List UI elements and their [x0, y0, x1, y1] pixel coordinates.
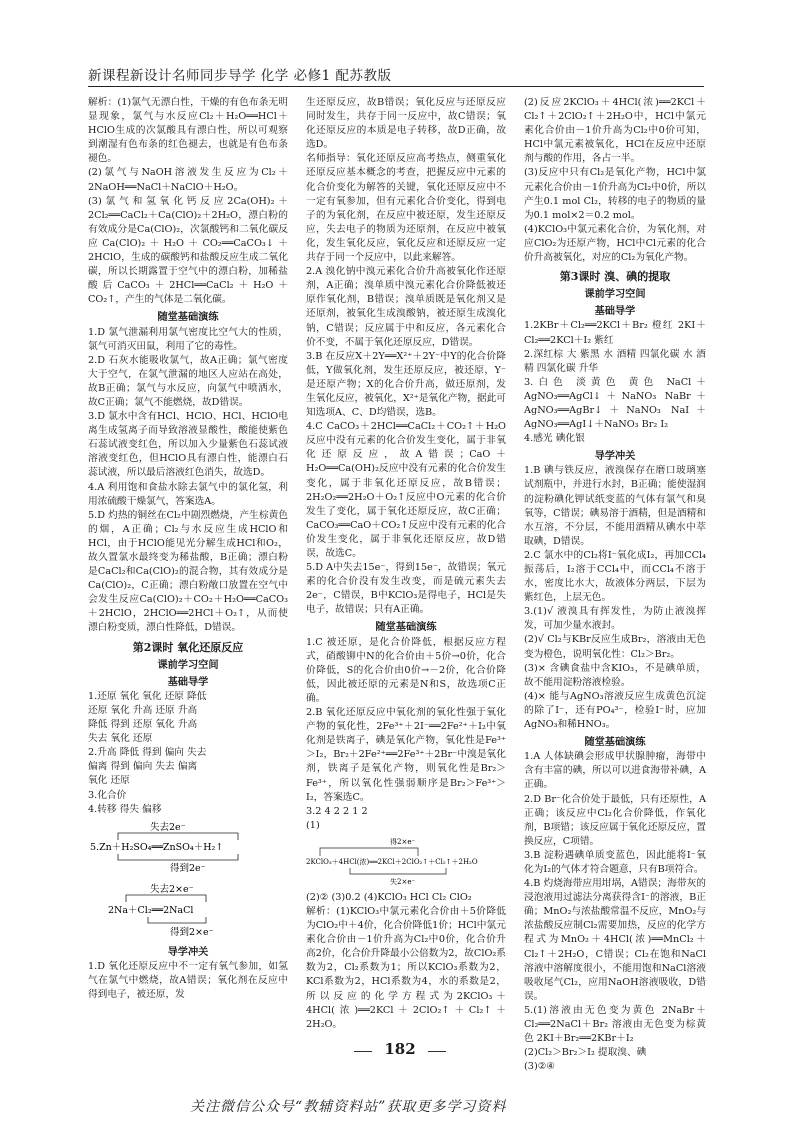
fig1-lose-label-b: 失去2×e⁻ — [150, 883, 194, 895]
answer-paragraph: 解析：(1)氯气无漂白性，干燥的有色布条无明显现象，氯气与水反应Cl₂＋H₂O══HCl＋HClO生成的次氯酸具有漂白性，所以可观察到潮湿有色布条的红色褪去，也就是有色布条褪色。 — [88, 97, 288, 165]
answer-paragraph: (2)√ Cl₂与KBr反应生成Br₂，溶液由无色变为橙色，说明氧化性：Cl₂＞Br₂。 — [524, 634, 706, 660]
answer-paragraph: 2.D 石灰水能吸收氯气，故A正确；氯气密度大于空气，在氯气泄漏的地区人应站在高处，故B正确；氯气与水反应，向氯气中喷洒水，故C正确；氯气不能燃烧，故D错误。 — [88, 354, 288, 408]
column-middle — [306, 96, 506, 1032]
column-left — [88, 96, 288, 1002]
section-heading: 随堂基础演练 — [584, 736, 646, 749]
answer-paragraph: 3.化合价 — [88, 789, 127, 801]
answer-paragraph: (3)反应中只有Cl₂是氧化产物，HCl中氯元素化合价由－1价升高为Cl₂中0价，所以产生0.1 mol Cl₂，转移的电子的物质的量为0.1 mol×2＝0.2 mol。 — [524, 167, 706, 221]
answer-paragraph: (2)Cl₂＞Br₂＞I₂ 提取溴、碘 — [524, 1047, 647, 1059]
fig2-equation: 2KClO₃＋4HCl(浓)══2KCl＋2ClO₂↑＋Cl₂↑＋2H₂O — [306, 857, 478, 866]
answer-paragraph: 1.2KBr＋Cl₂══2KCl＋Br₂ 橙红 2KI＋Cl₂══2KCl＋I₂ 紫红 — [524, 320, 706, 346]
answer-paragraph: 2.C 氯水中的Cl₂将I⁻氧化成I₂，再加CCl₄振荡后，I₂溶于CCl₄中，而CCl₄不溶于水，密度比水大，故液体分两层，下层为紫红色，上层无色。 — [524, 549, 706, 604]
answer-paragraph: 生还原反应，故B错误；氧化反应与还原反应同时发生，共存于同一反应中，故C错误；氧化还原反应的本质是电子转移，故D正确，故选D。 — [306, 97, 506, 151]
answer-paragraph: (3)②④ — [524, 1061, 556, 1073]
answer-paragraph: 3.白色 淡黄色 黄色 NaCl＋AgNO₃══AgCl↓＋NaNO₃ NaBr＋AgNO₃══AgBr↓＋NaNO₃ NaI＋AgNO₃══AgI↓＋NaNO₃ Br₂ I₂ — [524, 376, 706, 431]
answer-paragraph: 1.C 被还原，是化合价降低，根据反应方程式，硝酸铆中N的化合价由＋5价→0价，化合价降低，S的化合价由0价→－2价，化合价降低，因此被还原的元素是N和S，故选项C正确。 — [306, 636, 506, 704]
fig1-equation-b: 2Na＋Cl₂══2NaCl — [108, 904, 194, 916]
answer-paragraph: (3)氯气和氢氧化钙反应2Ca(OH)₂＋2Cl₂══CaCl₂＋Ca(ClO)₂＋2H₂O，漂白粉的有效成分是Ca(ClO)₂，次氯酸钙和二氧化碳反应Ca(ClO)₂＋H₂O＋CO₂══CaCO₃↓＋2HClO，生成的碳酸钙和盐酸反应生成二氧化碳，所以长期露置于空气中的漂白粉，加稀盐酸后CaCO₃＋2HCl══CaCl₂＋H₂O＋CO₂↑，产生的气体是二氧化碳。 — [88, 195, 288, 306]
answer-paragraph: 3.2 4 2 2 1 2 — [306, 805, 368, 817]
answer-paragraph: 1.D 氧化还原反应中不一定有氧气参加，如氢气在氯气中燃烧，故A错误；氧化剂在反应中得到电子，被还原，发 — [88, 960, 288, 1000]
fig1-gain-label: 得到2e⁻ — [170, 862, 206, 874]
electron-transfer-diagram-2 — [306, 836, 506, 888]
answer-paragraph: (2)氯气与NaOH溶液发生反应为Cl₂＋2NaOH══NaCl＋NaClO＋H₂O。 — [88, 167, 288, 193]
section-heading: 课前学习空间 — [584, 288, 646, 301]
fig1-equation-a: 5.Zn＋H₂SO₄══ZnSO₄＋H₂↑ — [90, 841, 224, 853]
answer-paragraph: 3.(1)√ 液溴具有挥发性，为防止液溴挥发，可加少量水液封。 — [524, 606, 706, 632]
electron-transfer-diagram-1 — [88, 820, 288, 942]
section-heading: 随堂基础演练 — [157, 311, 219, 324]
answer-paragraph: 2.升高 降低 得到 偏向 失去 — [88, 747, 207, 759]
section-heading: 课前学习空间 — [157, 658, 219, 671]
answer-paragraph: 3.B 淀粉遇碘单质变蓝色，因此能将I⁻氧化为I₂的气体才符合题意，只有B项符合。 — [524, 849, 706, 875]
answer-paragraph: 1.A 人体缺碘会形成甲状腺肿瘤，海带中含有丰富的碘，所以可以进食海带补碘，A正确。 — [524, 751, 706, 791]
answer-paragraph: 2.B 氧化还原反应中氧化剂的氧化性强于氧化产物的氧化性，2Fe³⁺＋2I⁻══2Fe²⁺＋I₂中氧化剂是铁离子，碘是氧化产物，氧化性是Fe³⁺＞I₂，Br₂＋2Fe²⁺══2Fe³⁺＋2Br⁻中溴是氧化剂，铁离子是氧化产物，则氧化性是Br₂＞Fe³⁺，所以氧化性强弱顺序是Br₂＞Fe³⁺＞I₂，答案选C。 — [306, 707, 506, 803]
footer-note: 关注微信公众号“教辅资料站”获取更多学习资料 — [190, 1099, 507, 1115]
section-heading: 导学冲关 — [167, 945, 209, 958]
answer-paragraph: 4.转移 得失 偏移 — [88, 803, 162, 815]
answer-paragraph: 5.D 灼热的铜丝在Cl₂中剧烈燃烧，产生棕黄色的烟，A正确；Cl₂与水反应生成HClO和HCl，由于HClO能见光分解生成HCl和O₂，故久置氯水最终变为稀盐酸，B正确；漂白粉是CaCl₂和Ca(ClO)₂的混合物，其有效成分是Ca(ClO)₂，C正确；漂白粉敞口放置在空气中会发生反应Ca(ClO)₂＋CO₂＋H₂O══CaCO₃＋2HClO，2HClO══2HCl＋O₂↑，从而使漂白粉变质，漂白性降低，D错误。 — [88, 509, 288, 634]
section-heading: 导学冲关 — [594, 450, 636, 463]
fig2-lose-label: 失2×e⁻ — [390, 877, 416, 886]
section-heading: 第2课时 氧化还原反应 — [132, 640, 244, 654]
answer-paragraph: 5.(1)溶液由无色变为黄色 2NaBr＋Cl₂══2NaCl＋Br₂ 溶液由无色变为棕黄色 2KI＋Br₂══2KBr＋I₂ — [524, 1004, 706, 1045]
answer-paragraph: 失去 氧化 还原 — [88, 733, 153, 745]
answer-paragraph: (2)反应2KClO₃＋4HCl(浓)══2KCl＋Cl₂↑＋2ClO₂↑＋2H₂O中，HCl中氯元素化合价由－1价升高为Cl₂中0价可知，HCl中氯元素被氧化，HCl在反应中还原剂与酸的作用，各占一半。 — [524, 97, 706, 165]
answer-paragraph: (2)② (3)0.2 (4)KClO₃ HCl Cl₂ ClO₂ — [306, 891, 472, 903]
answer-paragraph: 名师指导：氧化还原反应高考热点，侧重氧化还原反应基本概念的考查，把握反应中元素的化合价变化为解答的关键，氧化还原反应中不一定有氧参加，但有元素化合价变化，得到电子的为氧化剂，在反应中被还原，发生还原反应，失去电子的物质为还原剂，在反应中被氧化，发生氧化反应，氧化反应和还原反应一定共存于同一个反应中，以此来解答。 — [306, 153, 506, 264]
answer-paragraph: 降低 得到 还原 氧化 升高 — [88, 719, 198, 731]
answer-paragraph: (3)× 含碘食盐中含KIO₃，不是碘单质，故不能用淀粉溶液检验。 — [524, 662, 706, 688]
answer-paragraph: (4)KClO₃中氯元素化合价，为氧化剂，对应ClO₂为还原产物，HCl中Cl元素的化合价升高被氧化，对应的Cl₂为氧化产物。 — [524, 223, 706, 264]
answer-paragraph: 解析：(1)KClO₃中氯元素化合价由＋5价降低为ClO₂中＋4价，化合价降低1价；HCl中氯元素化合价由－1价升高为Cl₂中0价，化合价升高2价，化合价升降最小公倍数为2，故ClO₂系数为2，Cl₂系数为1；所以KClO₃系数为2，KCl系数为2，HCl系数为4，水的系数是2，所以反应的化学方程式为2KClO₃＋4HCl(浓)══2KCl＋2ClO₂↑＋Cl₂↑＋2H₂O。 — [306, 905, 506, 1030]
answer-paragraph: 偏离 得到 偏向 失去 偏离 — [88, 761, 198, 773]
fig2-gain-label: 得2×e⁻ — [390, 837, 416, 846]
header-rule — [88, 86, 704, 87]
answer-paragraph: (1) — [306, 819, 320, 831]
answer-paragraph: 4.C CaCO₃＋2HCl══CaCl₂＋CO₂↑＋H₂O反应中没有元素的化合价发生变化，属于非氧化还原反应，故A错误；CaO＋H₂O══Ca(OH)₂反应中没有元素的化合价发生变化，属于非氧化还原反应，故B错误；2H₂O₂══2H₂O＋O₂↑反应中O元素的化合价发生了变化，属于氧化还原反应，故C正确；CaCO₃══CaO＋CO₂↑反应中没有元素的化合价发生变化，属于非氧化还原反应，故D错误，故选C。 — [306, 421, 506, 559]
answer-paragraph: 4.A 利用饱和食盐水除去氯气中的氯化氢，利用浓硫酸干燥氯气，答案选A。 — [88, 481, 288, 507]
column-right — [524, 96, 706, 1074]
section-heading: 随堂基础演练 — [375, 621, 437, 634]
fig1-gain-label-b: 得到2×e⁻ — [170, 926, 214, 938]
section-heading: 基础导学 — [594, 305, 636, 318]
section-heading: 基础导学 — [167, 675, 209, 688]
page-number: 182 — [340, 1040, 460, 1062]
answer-paragraph: (4)× 能与AgNO₃溶液反应生成黄色沉淀的除了I⁻，还有PO₄³⁻，检验I⁻时，应加AgNO₃和稀HNO₃。 — [524, 690, 706, 731]
answer-paragraph: 4.感光 碘化银 — [524, 433, 585, 445]
answer-paragraph: 3.D 氯水中含有HCl、HClO、HCl、HClO电离生成氢离子而导致溶液显酸性，酸能使紫色石蕊试液变红色，所以加入少量紫色石蕊试液溶液变红色，但HClO具有漂白性，能漂白石蕊试液，所以最后溶液红色消失，故选D。 — [88, 411, 288, 479]
answer-paragraph: 1.还原 氧化 氧化 还原 降低 — [88, 690, 207, 702]
answer-paragraph: 2.A 溴化钠中溴元素化合价升高被氧化作还原剂，A正确；溴单质中溴元素化合价降低被还原作氧化剂，B错误；溴单质既是氧化剂又是还原剂，被氧化生成溴酸钠，被还原生成溴化钠，C错误；反应属于中和反应，各元素化合价不变，不属于氧化还原反应，D错误。 — [306, 266, 506, 348]
answer-paragraph: 2.深红棕 大 紫黑 水 酒精 四氯化碳 水 酒精 四氯化碳 升华 — [524, 348, 706, 374]
answer-paragraph: 氧化 还原 — [88, 775, 130, 787]
answer-paragraph: 3.B 在反应X＋2Y══X²⁺＋2Y⁻中Y的化合价降低，Y做氧化剂，发生还原反应，被还原，Y⁻是还原产物；X的化合价升高，做还原剂，发生氧化反应，被氧化，X²⁺是氧化产物，据此可知选项A、C、D均错误，选B。 — [306, 350, 506, 419]
answer-paragraph: 4.B 灼烧海带应用坩埚，A错误；海带灰的浸泡液用过滤法分离获得含I⁻的溶液，B正确；MnO₂与浓盐酸常温不反应，MnO₂与浓盐酸反应制Cl₂需要加热，反应的化学方程式为MnO₂＋4HCl(浓)══MnCl₂＋Cl₂↑＋2H₂O，C错误；Cl₂在饱和NaCl溶液中溶解度很小，不能用饱和NaCl溶液吸收尾气Cl₂，应用NaOH溶液吸收，D错误。 — [524, 878, 706, 1002]
answer-paragraph: 还原 氧化 升高 还原 升高 — [88, 704, 198, 716]
answer-paragraph: 2.D Br⁻化合价处于最低，只有还原性，A正确；该反应中Cl₂化合价降低，作氧化剂，B项错；该反应属于氧化还原反应，置换反应，C项错。 — [524, 793, 706, 847]
answer-paragraph: 5.D A中失去15e⁻，得到15e⁻，故错误；氧元素的化合价没有发生改变，而是硫元素失去2e⁻，C错误，B中KClO₃是得电子，HCl是失电子，故错误；只有A正确。 — [306, 562, 506, 616]
section-heading: 第3课时 溴、碘的提取 — [559, 270, 671, 284]
running-header: 新课程新设计名师同步导学 化学 必修1 配苏教版 — [88, 68, 392, 84]
fig1-lose-label: 失去2e⁻ — [150, 821, 186, 833]
answer-paragraph: 1.B 碘与铁反应，液溴保存在磨口玻璃塞试剂瓶中，并进行水封，B正确；能使湿润的淀粉碘化钾试纸变蓝的气体有氯气和臭氧等，C错误；碘易溶于酒精，但是酒精和水互溶，不分层，不能用酒精从碘水中萃取碘，D错误。 — [524, 465, 706, 547]
answer-paragraph: 1.D 氯气泄漏利用氯气密度比空气大的性质，氯气可消灭田鼠，利用了它的毒性。 — [88, 326, 288, 352]
